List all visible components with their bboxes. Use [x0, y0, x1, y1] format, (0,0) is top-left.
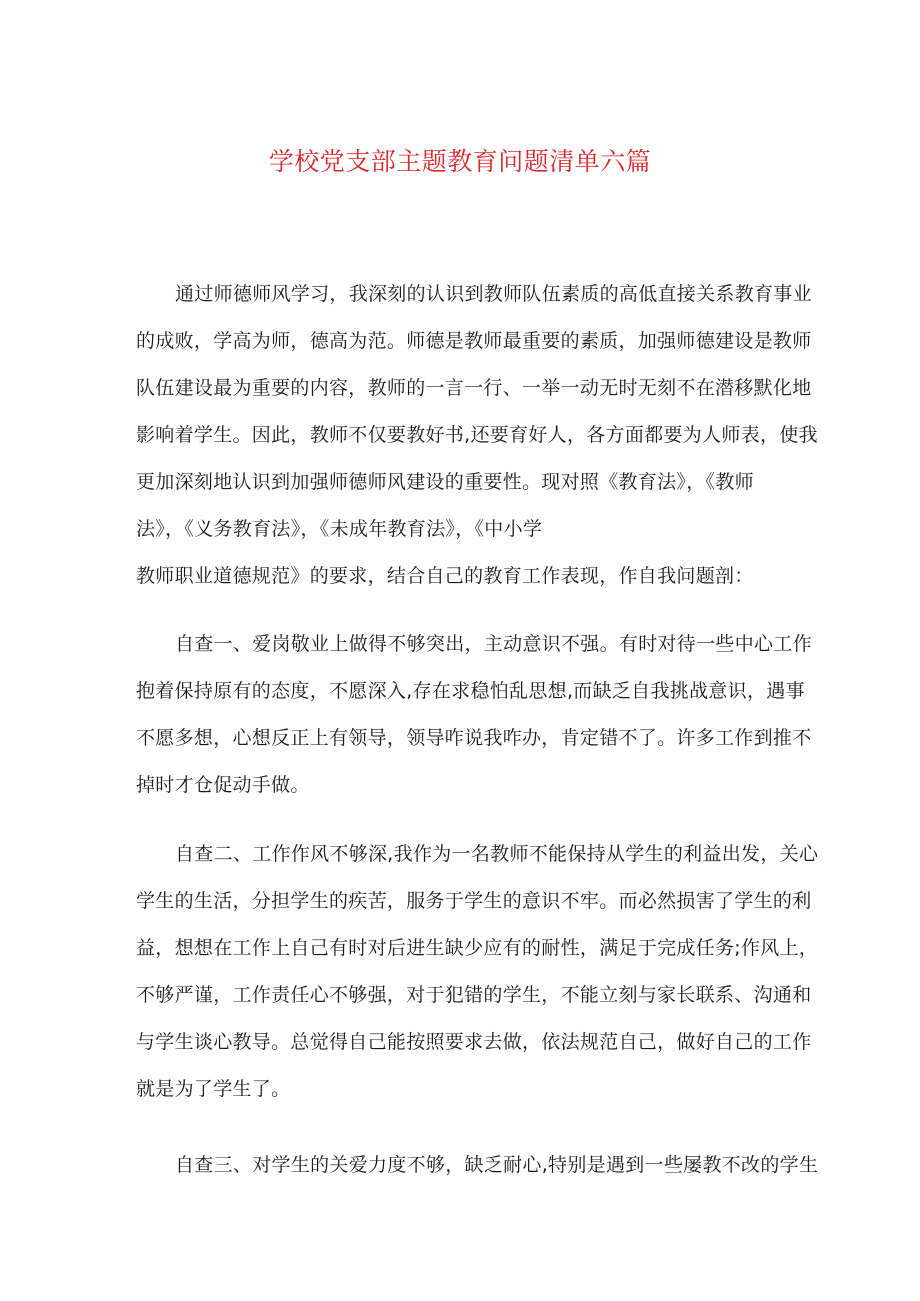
paragraph-3-line-4: 不够严谨，工作责任心不够强，对于犯错的学生，不能立刻与家长联系、沟通和 — [136, 984, 812, 1006]
paragraph-3-line-3: 益，想想在工作上自己有时对后进生缺少应有的耐性，满足于完成任务;作风上， — [136, 937, 819, 959]
paragraph-4-line-1: 自查三、对学生的关爱力度不够，缺乏耐心,特别是遇到一些屡教不改的学生 — [175, 1154, 819, 1176]
paragraph-2-line-3: 不愿多想，心想反正上有领导，领导咋说我咋办，肯定错不了。许多工作到推不 — [136, 727, 812, 749]
paragraph-1-line-5: 更加深刻地认识到加强师德师风建设的重要性。现对照《教育法》，《教师 — [136, 471, 754, 493]
paragraph-1-line-3: 队伍建设最为重要的内容，教师的一言一行、一举一动无时无刻不在潜移默化地 — [136, 377, 812, 399]
paragraph-3-line-6: 就是为了学生了。 — [136, 1078, 291, 1100]
document-title: 学校党支部主题教育问题清单六篇 — [268, 147, 652, 176]
paragraph-3-line-5: 与学生谈心教导。总觉得自己能按照要求去做，依法规范自己，做好自己的工作 — [136, 1031, 812, 1053]
paragraph-1-line-1: 通过师德师风学习，我深刻的认识到教师队伍素质的高低直接关系教育事业 — [175, 283, 812, 305]
paragraph-2-line-1: 自查一、爱岗敬业上做得不够突出，主动意识不强。有时对待一些中心工作 — [175, 633, 812, 655]
paragraph-2-line-4: 掉时才仓促动手做。 — [136, 774, 310, 796]
paragraph-1-line-7: 教师职业道德规范》的要求，结合自己的教育工作表现，作自我问题剖： — [136, 565, 754, 587]
paragraph-3-line-1: 自查二、工作作风不够深,我作为一名教师不能保持从学生的利益出发，关心 — [175, 843, 819, 865]
paragraph-2-line-2: 抱着保持原有的态度，不愿深入,存在求稳怕乱思想,而缺乏自我挑战意识，遇事 — [136, 680, 805, 702]
paragraph-1-line-2: 的成败，学高为师，德高为范。师德是教师最重要的素质，加强师德建设是教师 — [136, 330, 812, 352]
paragraph-1-line-6: 法》，《义务教育法》，《未成年教育法》，《中小学 — [136, 518, 543, 540]
paragraph-3-line-2: 学生的生活，分担学生的疾苦，服务于学生的意识不牢。而必然损害了学生的利 — [136, 890, 812, 912]
paragraph-1-line-4: 影响着学生。因此，教师不仅要教好书,还要育好人，各方面都要为人师表，使我 — [136, 424, 818, 446]
